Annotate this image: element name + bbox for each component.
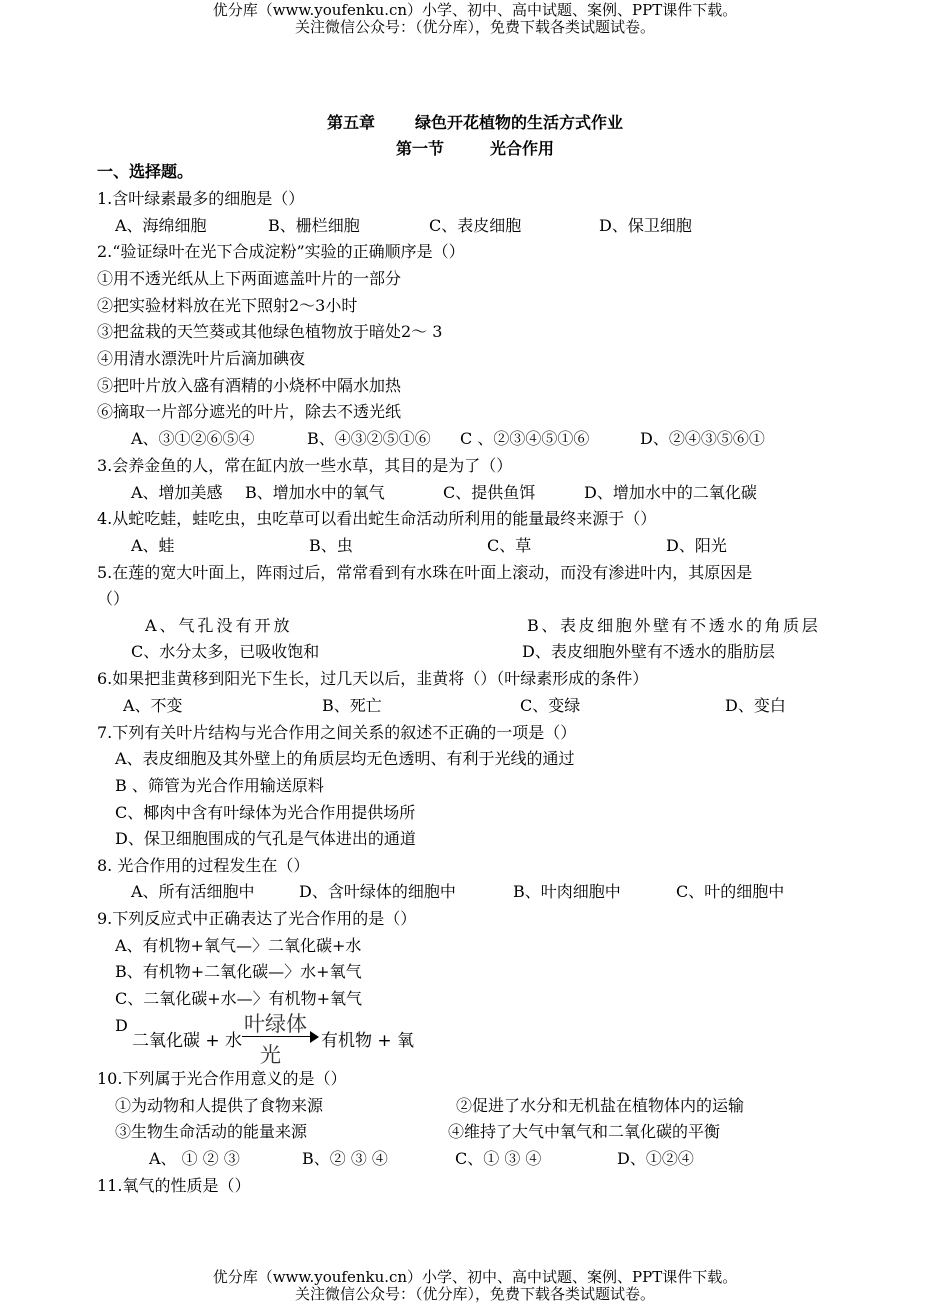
q3-option-d: D、增加水中的二氧化碳 xyxy=(584,483,757,502)
q4-option-b: B、虫 xyxy=(309,536,353,555)
q10-item-1: ①为动物和人提供了食物来源 xyxy=(115,1096,324,1115)
q6-option-a: A、不变 xyxy=(123,696,183,715)
q7-option-b: B 、筛管为光合作用输送原料 xyxy=(115,776,324,795)
q4-option-c: C、草 xyxy=(487,536,532,555)
q7-option-d: D、保卫细胞围成的气孔是气体进出的通道 xyxy=(115,829,416,848)
chapter-title xyxy=(0,110,950,133)
q2-step-3: ③把盆栽的天竺葵或其他绿色植物放于暗处2～ 3 xyxy=(97,322,443,341)
q10-stem: 10.下列属于光合作用意义的是（） xyxy=(97,1069,347,1088)
q3-stem: 3.会养金鱼的人，常在缸内放一些水草，其目的是为了（） xyxy=(97,456,513,475)
q2-step-4: ④用清水漂洗叶片后滴加碘夜 xyxy=(97,349,306,368)
q8-option-4: C、叶的细胞中 xyxy=(676,882,785,901)
q5-option-a: A、气孔没有开放 xyxy=(145,616,293,635)
q8-option-3: B、叶肉细胞中 xyxy=(513,882,621,901)
section-name: 光合作用 xyxy=(490,139,555,158)
header-line-2: 关注微信公众号：（优分库），免费下载各类试题试卷。 xyxy=(294,18,655,36)
q3-option-b: B、增加水中的氧气 xyxy=(245,483,385,502)
q8-option-2: D、含叶绿体的细胞中 xyxy=(299,882,456,901)
page-header xyxy=(0,2,950,36)
q6-option-c: C、变绿 xyxy=(520,696,581,715)
q9-option-d-label: D xyxy=(115,1016,128,1035)
q5-option-c: C、水分太多，已吸收饱和 xyxy=(131,642,320,661)
equation-arrowhead-icon xyxy=(310,1031,319,1043)
q10-option-b: B、② ③ ④ xyxy=(302,1149,388,1168)
q1-option-d: D、保卫细胞 xyxy=(599,216,692,235)
q7-stem: 7.下列有关叶片结构与光合作用之间关系的叙述不正确的一项是（） xyxy=(97,723,577,742)
q10-item-4: ④维持了大气中氧气和二氧化碳的平衡 xyxy=(448,1122,721,1141)
q1-option-b: B、栅栏细胞 xyxy=(268,216,360,235)
q8-option-1: A、所有活细胞中 xyxy=(131,882,255,901)
section-number: 第一节 xyxy=(395,139,444,158)
equation-products: 有机物 + 氧 xyxy=(321,1031,415,1051)
equation-reactants: 二氧化碳 + 水 xyxy=(132,1031,243,1051)
q6-stem: 6.如果把韭黄移到阳光下生长，过几天以后，韭黄将（）（叶绿素形成的条件） xyxy=(97,669,649,688)
chapter-name: 绿色开花植物的生活方式作业 xyxy=(415,113,624,132)
q6-option-d: D、变白 xyxy=(725,696,786,715)
q2-step-6: ⑥摘取一片部分遮光的叶片，除去不透光纸 xyxy=(97,402,402,421)
q2-step-1: ①用不透光纸从上下两面遮盖叶片的一部分 xyxy=(97,269,402,288)
q6-option-b: B、死亡 xyxy=(322,696,382,715)
q10-item-3: ③生物生命活动的能量来源 xyxy=(115,1122,308,1141)
q2-option-b: B、④③②⑤①⑥ xyxy=(307,429,431,448)
q7-option-c: C、椰肉中含有叶绿体为光合作用提供场所 xyxy=(115,803,416,822)
q1-stem: 1.含叶绿素最多的细胞是（） xyxy=(97,189,305,208)
q3-option-a: A、增加美感 xyxy=(131,483,223,502)
section-heading: 一、选择题。 xyxy=(97,162,194,181)
q7-option-a: A、表皮细胞及其外壁上的角质层均无色透明、有利于光线的通过 xyxy=(115,749,575,768)
q2-option-a: A、③①②⑥⑤④ xyxy=(131,429,255,448)
q3-option-c: C、提供鱼饵 xyxy=(443,483,536,502)
q4-option-d: D、阳光 xyxy=(666,536,727,555)
section-title xyxy=(0,136,950,159)
q9-option-c: C、二氧化碳+水—〉有机物+氧气 xyxy=(115,989,363,1008)
footer-line-1: 优分库（www.youfenku.cn）小学、初中、高中试题、案例、PPT课件下载。 xyxy=(212,1268,738,1286)
q1-option-c: C、表皮细胞 xyxy=(429,216,522,235)
equation-arrow xyxy=(242,1036,312,1037)
q4-option-a: A、蛙 xyxy=(131,536,175,555)
q5-stem: 5.在莲的宽大叶面上，阵雨过后，常常看到有水珠在叶面上滚动，而没有渗进叶内，其原因是 xyxy=(97,563,753,582)
q2-step-5: ⑤把叶片放入盛有酒精的小烧杯中隔水加热 xyxy=(97,376,402,395)
q10-option-a: A、 ① ② ③ xyxy=(149,1149,240,1168)
q9-stem: 9.下列反应式中正确表达了光合作用的是（） xyxy=(97,909,417,928)
q2-option-c: C 、②③④⑤①⑥ xyxy=(460,429,590,448)
q2-option-d: D、②④③⑤⑥① xyxy=(640,429,765,448)
q11-stem: 11.氧气的性质是（） xyxy=(97,1176,251,1195)
q10-option-c: C、① ③ ④ xyxy=(455,1149,542,1168)
chapter-number: 第五章 xyxy=(326,113,375,132)
equation-condition-top: 叶绿体 xyxy=(244,1012,307,1036)
q5-stem-bracket: （） xyxy=(97,589,130,608)
page-footer xyxy=(0,1269,950,1303)
q5-option-d: D、表皮细胞外壁有不透水的脂肪层 xyxy=(522,642,775,661)
q9-option-a: A、有机物+氧气—〉二氧化碳+水 xyxy=(115,936,362,955)
q4-stem: 4.从蛇吃蛙，蛙吃虫，虫吃草可以看出蛇生命活动所利用的能量最终来源于（） xyxy=(97,509,657,528)
q2-stem: 2.“验证绿叶在光下合成淀粉”实验的正确顺序是（） xyxy=(97,242,465,261)
photosynthesis-equation xyxy=(132,1012,422,1067)
q10-item-2: ②促进了水分和无机盐在植物体内的运输 xyxy=(456,1096,745,1115)
q10-option-d: D、①②④ xyxy=(617,1149,694,1168)
q2-step-2: ②把实验材料放在光下照射2～3小时 xyxy=(97,296,358,315)
q9-option-b: B、有机物+二氧化碳—〉水+氧气 xyxy=(115,962,362,981)
q5-option-b: B、表皮细胞外壁有不透水的角质层 xyxy=(527,616,821,635)
footer-line-2: 关注微信公众号：（优分库），免费下载各类试题试卷。 xyxy=(294,1285,655,1303)
q1-option-a: A、海绵细胞 xyxy=(115,216,207,235)
equation-condition-bottom: 光 xyxy=(260,1043,281,1067)
header-line-1: 优分库（www.youfenku.cn）小学、初中、高中试题、案例、PPT课件下载。 xyxy=(212,1,738,19)
q8-stem: 8. 光合作用的过程发生在（） xyxy=(97,856,310,875)
